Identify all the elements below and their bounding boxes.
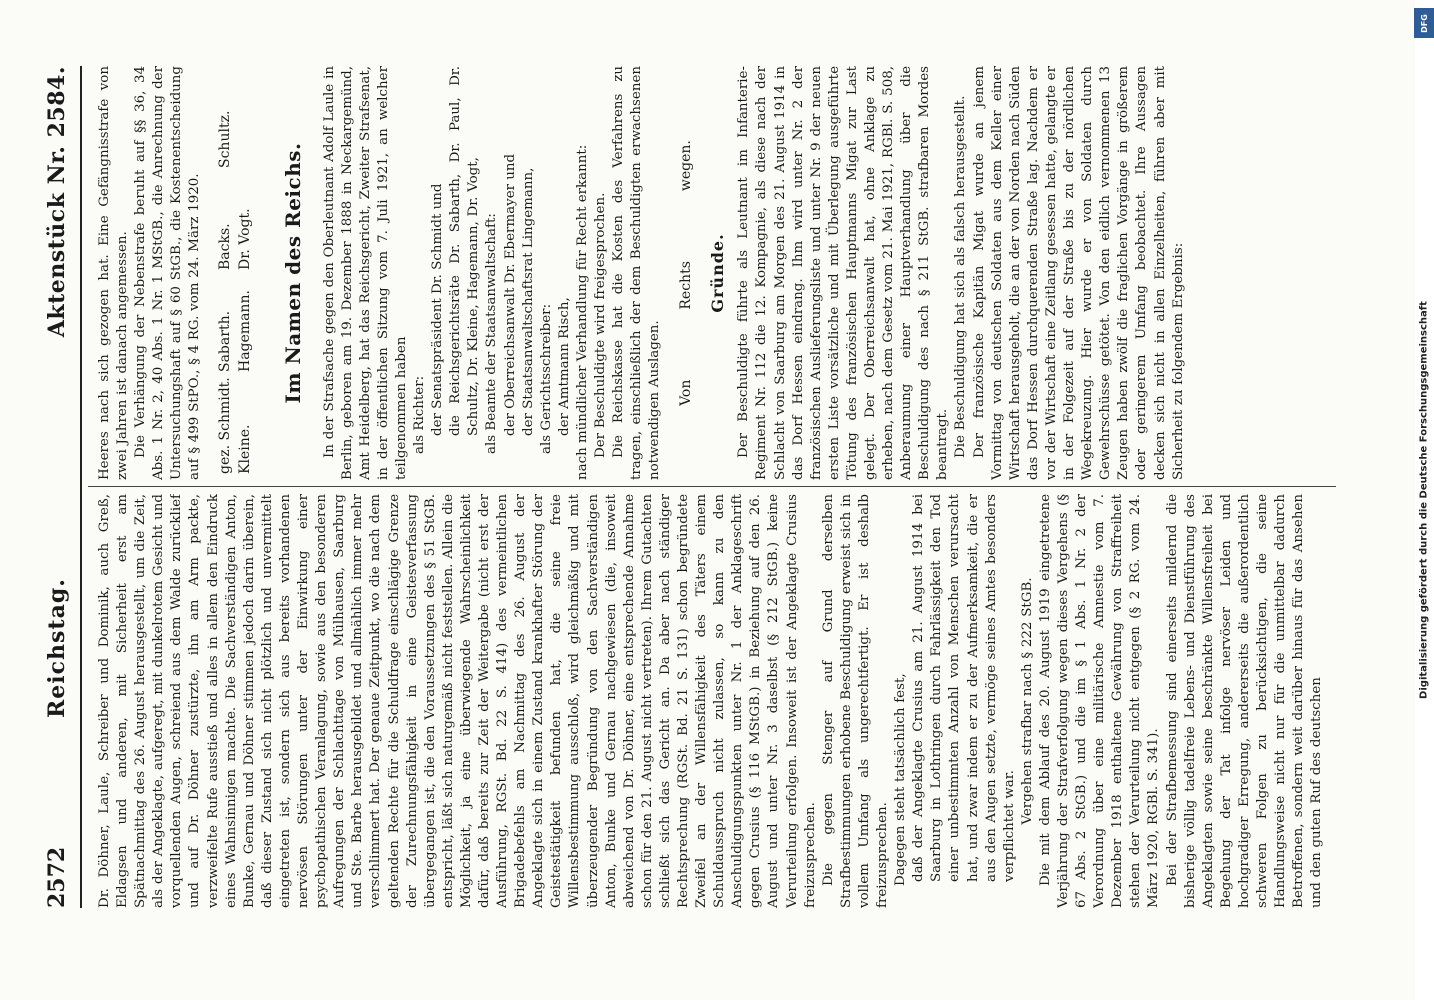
signature: Schultz. xyxy=(216,110,233,168)
paragraph: Der Beschuldigte führte als Leutnant im Infanterie-Regiment Nr. 112 die 12. Kompagnie, als diese nach der Schlacht von Saarburg am Morgen des 21. August 1914 in das Dorf Hessen eindrang. Ihm wird unter Nr. 2 der französischen Auslieferungsliste und unter Nr. 9 der neuen ersten Liste vorsätzliche und mit Überlegung ausgeführte Tötung des französischen Hauptmanns Migat zur Last gelegt. Der Oberreichsanwalt hat, ohne Anklage zu erheben, nach dem Gesetz vom 21. Mai 1921, RGBl. S. 508, Anberaumung einer Hauptverhandlung über die Beschuldigung des nach § 211 StGB. strafbaren Mordes beantragt. xyxy=(736,66,951,480)
paragraph: In der Strafsache gegen den Oberleutnant Adolf Laule in Berlin, geboren am 19. Dezember 1888 in Neckargemünd, Amt Heidelberg, hat das Reichsgericht, Zweiter Strafsenat, in der öffentlichen Sitzung vom 7. Juli 1921, an welcher teilgenommen haben xyxy=(321,66,409,480)
verdict-line: Die Reichskasse hat die Kosten des Verfahrens zu tragen, einschließlich der dem Beschuldigten erwachsenen notwendigen Auslagen. xyxy=(611,66,663,480)
prosecution-line: der Oberreichsanwalt Dr. Ebermayer und xyxy=(502,153,518,436)
prosecution-label: als Beamte der Staatsanwaltschaft: xyxy=(484,213,500,454)
paragraph: Dr. Döhner, Laule, Schreiber und Dominik, auch Greß, Eldagsen und anderen, mit Sicherheit erst am Spätnachmittag des 26. August herausgestellt, um die Zeit, als der Angeklagte, aufgeregt, mit dunkelrotem Gesicht und vorquellenden Augen, schreiend aus dem Walde zurücklief und auf Dr. Döhner zustürzte, ihn am Arm packte, verzweifelte Rufe ausstieß und alles in allem den Eindruck eines Wahnsinnigen machte. Die Sachverständigen Anton, Bunke, Gernau und Döhner stimmen jedoch darin überein, daß dieser Zustand sich nicht plötzlich und unvermittelt eingetreten ist, sondern sich aus bereits vorhandenen nervösen Störungen unter der Einwirkung einer psychopathischen Veranlagung, sowie aus den besonderen Aufregungen der Schlachttage von Mülhausen, Saarburg und Ste. Barbe herausgebildet und allmählich immer mehr verschlimmert hat. Der genaue Zeitpunkt, wo die nach dem geltenden Rechte für die Schuldfrage einschlägige Grenze der Zurechnungsfähigkeit in eine Geistesverfassung übergegangen ist, die den Voraussetzungen des § 51 StGB. entspricht, läßt sich naturgemäß nicht feststellen. Allein die Möglichkeit, ja eine überwiegende Wahrscheinlichkeit dafür, daß bereits zur Zeit der Weitergabe (nicht erst der Ausführung, RGSt. Bd. 22 S. 414) des vermeintlichen Brigadebefehls am Nachmittag des 26. August der Angeklagte sich in einem Zustand krankhafter Störung der Geistestätigkeit befunden hat, die seine freie Willensbestimmung ausschloß, wird gleichmäßig und mit überzeugender Begründung von den Sachverständigen Anton, Bunke und Gernau nachgewiesen (die, insoweit abweichend von Dr. Döhner, eine entsprechende Annahme schon für den 21. August nicht vertreten). Ihrem Gutachten schließt sich das Gericht an. Da aber nach ständiger Rechtsprechung (RGSt. Bd. 21 S. 131) schon begründete Zweifel an der Willensfähigkeit des Täters einem Schuldausspruch nicht zulassen, so kann zu den Anschuldigungspunkten unter Nr. 1 der Anklageschrift gegen Crusius (§ 116 MStGB.) in Beziehung auf den 26. August und unter Nr. 3 daselbst (§ 212 StGB.) keine Verurteilung erfolgen. Insoweit ist der Angeklagte Crusius freizusprechen. xyxy=(97,494,818,908)
paragraph: Die Beschuldigung hat sich als falsch herausgestellt. xyxy=(953,95,969,458)
page-header xyxy=(44,66,80,908)
right-column xyxy=(96,66,1336,480)
signatures xyxy=(215,66,255,480)
paragraph: Die Verhängung der Nebenstrafe beruht auf §§ 36, 34 Abs. 1 Nr. 2, 40 Abs. 1 Nr. 1 MStGB., die Anrechnung der Untersuchungshaft auf § 60 StGB., die Kostenentscheidung auf § 499 StPO., § 4 RG. vom 24. März 1920. xyxy=(133,66,203,480)
paragraph: Vergehen strafbar nach § 222 StGB. xyxy=(1019,577,1035,825)
dfg-logo-text: DFG xyxy=(1419,13,1429,33)
clerk-line: der Amtmann Risch, xyxy=(556,297,572,436)
verdict-intro: nach mündlicher Verhandlung für Recht erkannt: xyxy=(574,144,590,480)
paragraph: Die mit dem Ablauf des 20. August 1919 eingetretene Verjährung der Strafverfolgung wegen dieses Vergehens (§ 67 Abs. 2 StGB.) und die im § 1 Abs. 1 Nr. 2 der Verordnung über eine militärische Amnestie vom 7. Dezember 1918 enthaltene Gewährung von Straffreiheit stehen der Verurteilung nicht entgegen (§ 2 RG. vom 24. März 1920, RGBl. S. 341). xyxy=(1037,494,1162,908)
digitization-credit: Digitalisierung gefördert durch die Deutsche Forschungsgemeinschaft xyxy=(1418,301,1430,699)
judgment-heading: Im Namen des Reichs. xyxy=(280,142,305,404)
formula-word: wegen. xyxy=(678,140,695,192)
column-divider xyxy=(88,486,1336,487)
judges-line: der Senatspräsident Dr. Schmidt und xyxy=(430,183,446,436)
formula-word: Rechts xyxy=(678,261,695,310)
dfg-logo xyxy=(1414,8,1434,38)
signature: Kleine. xyxy=(236,424,253,474)
verdict-line: Der Beschuldigte wird freigesprochen. xyxy=(592,192,608,458)
signature: Backs. xyxy=(216,223,233,270)
signature: Hagemann. xyxy=(236,290,253,372)
paragraph: daß der Angeklagte Crusius am 21. August 1914 bei Saarburg in Lothringen durch Fahrlässigkeit den Tod einer unbestimmten Anzahl von Menschen verursacht hat, und zwar indem er zu der Aufmerksamkeit, die er aus den Augen setzte, vermöge seines Amtes besonders verpflichtet war. xyxy=(911,494,1017,882)
section-title: Reichstag. xyxy=(44,578,70,718)
header-rule xyxy=(80,66,82,908)
paragraph: Heeres nach sich gezogen hat. Eine Gefängnisstrafe von zwei Jahren ist danach angemessen. xyxy=(97,66,131,480)
formula-word: Von xyxy=(678,379,695,406)
paragraph: Die gegen Stenger auf Grund derselben Strafbestimmungen erhobene Beschuldigung erweist sich in vollem Umfang als ungerechtfertigt. Er ist deshalb freizusprechen. xyxy=(820,494,891,908)
signature xyxy=(235,66,255,168)
document-number: Aktenstück Nr. 2584. xyxy=(44,66,70,338)
signature: Dr. Vogt. xyxy=(236,208,253,270)
clerk-label: als Gerichtsschreiber: xyxy=(538,303,554,454)
grounds-heading: Gründe. xyxy=(708,233,728,313)
judges-line: die Reichsgerichtsräte Dr. Sabarth, Dr. Paul, Dr. Schultz, Dr. Kleine, Hagemann, Dr. Vogt, xyxy=(448,66,482,436)
left-column xyxy=(96,494,1336,908)
judges-label: als Richter: xyxy=(412,375,428,454)
signature: gez. Schmidt. xyxy=(216,377,233,474)
von-rechts-wegen xyxy=(678,66,694,480)
prosecution-line: der Staatsanwaltschaftsrat Lingemann, xyxy=(520,167,536,436)
paragraph: Bei der Strafbemessung sind einerseits mildernd die bisherige völlig tadelfreie Lebens- und Dienstführung des Angeklagten sowie seine beschränkte Willensfreiheit bei Begehung der Tat infolge nervöser Leiden und hochgradiger Erregung, andererseits die außerordentlich schweren Folgen zu berücksichtigen, die seine Handlungsweise nicht nur für die unmittelbar dadurch Betroffenen, sondern weit darüber hinaus für das Ansehen und den guten Ruf des deutschen xyxy=(1164,494,1325,908)
page-number: 2572 xyxy=(44,846,70,908)
paragraph: Dagegen steht tatsächlich fest, xyxy=(893,673,909,886)
signature: Sabarth. xyxy=(216,310,233,372)
paragraph: Der französische Kapitän Migat wurde an jenem Vormittag von deutschen Soldaten aus dem Keller einer Wirtschaft herausgeholt, die an der von Norden nach Süden das Dorf Hessen durchquerenden Straße lag. Nachdem er vor der Wirtschaft eine Zeitlang gesessen hatte, gelangte er in der Folgezeit auf der Straße bis zu der nördlichen Wegekreuzung. Hier wurde er von Soldaten durch Gewehrschüsse getötet. Von den eidlich vernommenen 13 Zeugen haben zwölf die fraglichen Vorgänge in größerem oder geringerem Umfang beobachtet. Ihre Aussagen decken sich nicht in allen Einzelheiten, führen aber mit Sicherheit zu folgendem Ergebnis: xyxy=(971,66,1186,480)
